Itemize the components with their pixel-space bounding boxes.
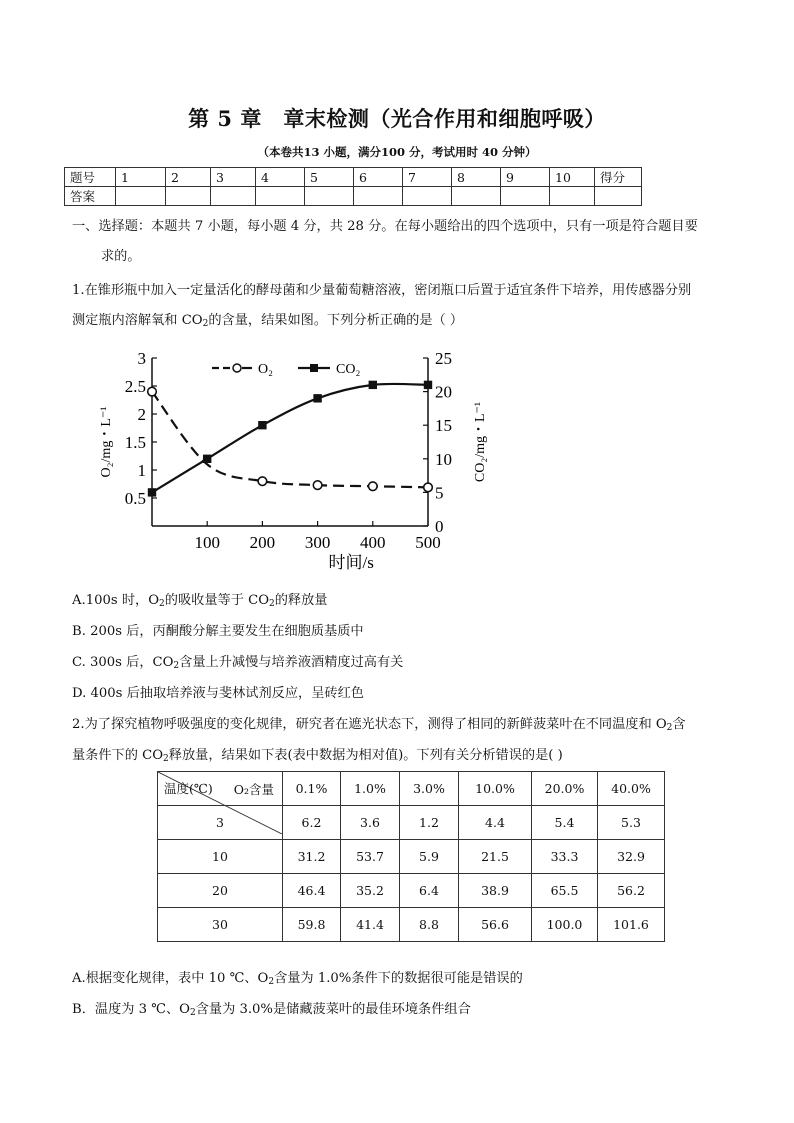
answer-cell[interactable]	[256, 187, 305, 206]
score-cell: 5	[305, 168, 354, 187]
right-y-axis-label: CO₂/mg・L⁻¹	[473, 401, 488, 483]
q2-stem-text: 含	[672, 717, 686, 732]
column-header: 3.0%	[400, 772, 459, 806]
value-cell: 21.5	[459, 840, 532, 874]
column-header: 10.0%	[459, 772, 532, 806]
q1-stem-cont: 测定瓶内溶解氧和 $CO_2$的含量，结果如图。下列分析正确的是（ ）	[72, 313, 464, 329]
value-cell: 59.8	[283, 908, 341, 942]
q1-stem-text: 测定瓶内溶解氧和 CO	[72, 313, 203, 328]
value-cell: 53.7	[341, 840, 400, 874]
q2-stem-text: 2.为了探究植物呼吸强度的变化规律，研究者在遮光状态下，测得了相同的新鲜菠菜叶在不同温度和 O	[72, 717, 667, 732]
co2-data-point	[313, 394, 321, 402]
value-cell: 101.6	[598, 908, 665, 942]
value-cell: 56.2	[598, 874, 665, 908]
x-axis-label: 时间/s	[328, 553, 374, 572]
page-title: 第 5 章 章末检测（光合作用和细胞呼吸）	[188, 106, 606, 131]
answer-cell[interactable]	[116, 187, 166, 206]
temp-cell: 10	[158, 840, 283, 874]
x-tick-label: 400	[360, 533, 386, 552]
table-row	[158, 874, 665, 908]
column-header: 20.0%	[532, 772, 598, 806]
score-cell: 4	[256, 168, 305, 187]
o2-co2-chart	[80, 340, 520, 580]
score-cell: 10	[550, 168, 595, 187]
table-corner-cell	[158, 772, 283, 806]
left-y-tick-label: 0.5	[124, 489, 146, 508]
right-y-tick-label: 25	[435, 349, 452, 368]
temp-cell: 3	[158, 806, 283, 840]
corner-o2-label: O₂含量	[233, 782, 274, 797]
answer-label: 答案	[65, 187, 116, 206]
value-cell: 3.6	[341, 806, 400, 840]
x-tick-label: 100	[194, 533, 220, 552]
q1-option-c-text: 含量上升减慢与培养液酒精度过高有关	[179, 655, 404, 670]
q2-option-a[interactable]: A.根据变化规律，表中 10 ℃、$O_2$含量为 1.0%条件下的数据很可能是错误的	[72, 971, 523, 987]
score-table	[64, 167, 642, 206]
temp-cell: 30	[158, 908, 283, 942]
co2-data-point	[148, 488, 156, 496]
q2-option-b-text: B．温度为 3 ℃、O	[72, 1002, 190, 1017]
left-y-tick-label: 2	[137, 405, 146, 424]
left-y-tick-label: 1.5	[124, 433, 146, 452]
table-header-row	[158, 772, 665, 806]
score-table-row-answers	[65, 187, 642, 206]
score-cell: 1	[116, 168, 166, 187]
o2-data-point	[258, 477, 267, 486]
value-cell: 5.9	[400, 840, 459, 874]
respiration-table	[157, 771, 665, 942]
q2-option-b-text: 含量为 3.0%是储藏菠菜叶的最佳环境条件组合	[195, 1002, 471, 1017]
co2-data-point	[203, 455, 211, 463]
q1-option-b[interactable]: B. 200s 后，丙酮酸分解主要发生在细胞质基质中	[72, 624, 364, 639]
o2-series-line	[152, 392, 428, 488]
q2-option-b[interactable]: B．温度为 3 ℃、$O_2$含量为 3.0%是储藏菠菜叶的最佳环境条件组合	[72, 1002, 471, 1018]
q2-stem-text: 释放量，结果如下表(表中数据为相对值)。下列有关分析错误的是( )	[168, 748, 563, 763]
right-y-tick-label: 15	[435, 416, 452, 436]
value-cell: 33.3	[532, 840, 598, 874]
score-cell: 8	[452, 168, 501, 187]
q1-option-c[interactable]: C. 300s 后，$CO_2$含量上升减慢与培养液酒精度过高有关	[72, 655, 404, 671]
value-cell: 46.4	[283, 874, 341, 908]
column-header: 0.1%	[283, 772, 341, 806]
legend-o2-label: O₂	[258, 362, 273, 377]
chart-legend	[212, 362, 360, 377]
legend-co2-marker	[310, 364, 318, 372]
value-cell: 4.4	[459, 806, 532, 840]
answer-cell[interactable]	[550, 187, 595, 206]
column-header: 40.0%	[598, 772, 665, 806]
score-cell: 2	[166, 168, 211, 187]
left-y-tick-label: 2.5	[124, 377, 146, 396]
o2-data-point	[148, 387, 157, 396]
corner-temp-label: 温度(℃)	[164, 781, 213, 796]
value-cell: 56.6	[459, 908, 532, 942]
right-y-tick-label: 20	[435, 382, 452, 402]
value-cell: 41.4	[341, 908, 400, 942]
right-y-tick-label: 0	[435, 517, 444, 536]
answer-cell[interactable]	[501, 187, 550, 206]
q2-stem: 2.为了探究植物呼吸强度的变化规律，研究者在遮光状态下，测得了相同的新鲜菠菜叶在不同温度和 $O_2$含	[72, 717, 686, 733]
value-cell: 5.4	[532, 806, 598, 840]
legend-o2-marker	[233, 364, 241, 372]
q1-option-a-text: 的吸收量等于 CO	[164, 593, 269, 608]
value-cell: 38.9	[459, 874, 532, 908]
exam-info: （本卷共13 小题，满分100 分，考试用时 40 分钟）	[257, 145, 537, 159]
x-tick-label: 300	[304, 533, 331, 552]
score-cell: 7	[403, 168, 452, 187]
q2-stem-text: 量条件下的 CO	[72, 748, 164, 763]
co2-data-point	[258, 421, 266, 429]
value-cell: 32.9	[598, 840, 665, 874]
legend-co2-label: CO₂	[336, 362, 361, 377]
q2-option-a-text: 含量为 1.0%条件下的数据很可能是错误的	[274, 971, 523, 986]
value-cell: 100.0	[532, 908, 598, 942]
q1-option-d[interactable]: D. 400s 后抽取培养液与斐林试剂反应，呈砖红色	[72, 686, 364, 701]
answer-cell[interactable]	[354, 187, 403, 206]
value-cell: 8.8	[400, 908, 459, 942]
value-cell: 5.3	[598, 806, 665, 840]
score-cell: 9	[501, 168, 550, 187]
table-row	[158, 840, 665, 874]
chart-series	[148, 381, 433, 497]
q2-option-a-text: A.根据变化规律，表中 10 ℃、O	[72, 971, 269, 986]
answer-cell[interactable]	[595, 187, 642, 206]
value-cell: 6.4	[400, 874, 459, 908]
q1-stem-text: 的含量，结果如图。下列分析正确的是（ ）	[208, 313, 464, 328]
section-instructions: 一、选择题：本题共 7 小题，每小题 4 分，共 28 分。在每小题给出的四个选项中，只有一项是符合题目要	[72, 219, 698, 234]
score-cell: 6	[354, 168, 403, 187]
section-instructions-cont: 求的。	[101, 249, 141, 264]
answer-cell[interactable]	[403, 187, 452, 206]
value-cell: 1.2	[400, 806, 459, 840]
left-y-tick-label: 3	[137, 349, 146, 368]
value-cell: 6.2	[283, 806, 341, 840]
value-cell: 35.2	[341, 874, 400, 908]
co2-data-point	[424, 381, 432, 389]
table-row	[158, 908, 665, 942]
q2-stem-cont: 量条件下的 $CO_2$释放量，结果如下表(表中数据为相对值)。下列有关分析错误的是( )	[72, 748, 563, 764]
score-cell: 题号	[65, 168, 116, 187]
value-cell: 65.5	[532, 874, 598, 908]
right-y-tick-label: 10	[435, 449, 452, 469]
answer-cell[interactable]	[305, 187, 354, 206]
score-cell: 3	[211, 168, 256, 187]
q1-option-c-text: C. 300s 后，CO	[72, 655, 174, 670]
right-y-tick-label: 5	[435, 483, 444, 503]
x-tick-label: 200	[249, 533, 276, 552]
x-tick-label: 500	[415, 533, 441, 552]
score-cell: 得分	[595, 168, 642, 187]
o2-data-point	[369, 482, 378, 491]
q1-stem: 1.在锥形瓶中加入一定量活化的酵母菌和少量葡萄糖溶液，密闭瓶口后置于适宜条件下培养，用传感器分别	[72, 283, 692, 298]
co2-series-line	[152, 384, 428, 493]
answer-cell[interactable]	[211, 187, 256, 206]
column-header: 1.0%	[341, 772, 400, 806]
co2-data-point	[369, 381, 377, 389]
answer-cell[interactable]	[166, 187, 211, 206]
temp-cell: 20	[158, 874, 283, 908]
o2-data-point	[424, 483, 433, 492]
q1-option-a-text: A.100s 时，O	[72, 593, 160, 608]
value-cell: 31.2	[283, 840, 341, 874]
left-y-tick-label: 1	[137, 461, 146, 480]
o2-data-point	[313, 481, 322, 490]
score-table-row-numbers	[65, 168, 642, 187]
left-y-axis-label: O₂/mg・L⁻¹	[99, 406, 114, 478]
q1-option-a-text: 的释放量	[274, 593, 328, 608]
answer-cell[interactable]	[452, 187, 501, 206]
q1-option-a[interactable]: A.100s 时，$O_2$的吸收量等于 $CO_2$的释放量	[72, 593, 328, 609]
